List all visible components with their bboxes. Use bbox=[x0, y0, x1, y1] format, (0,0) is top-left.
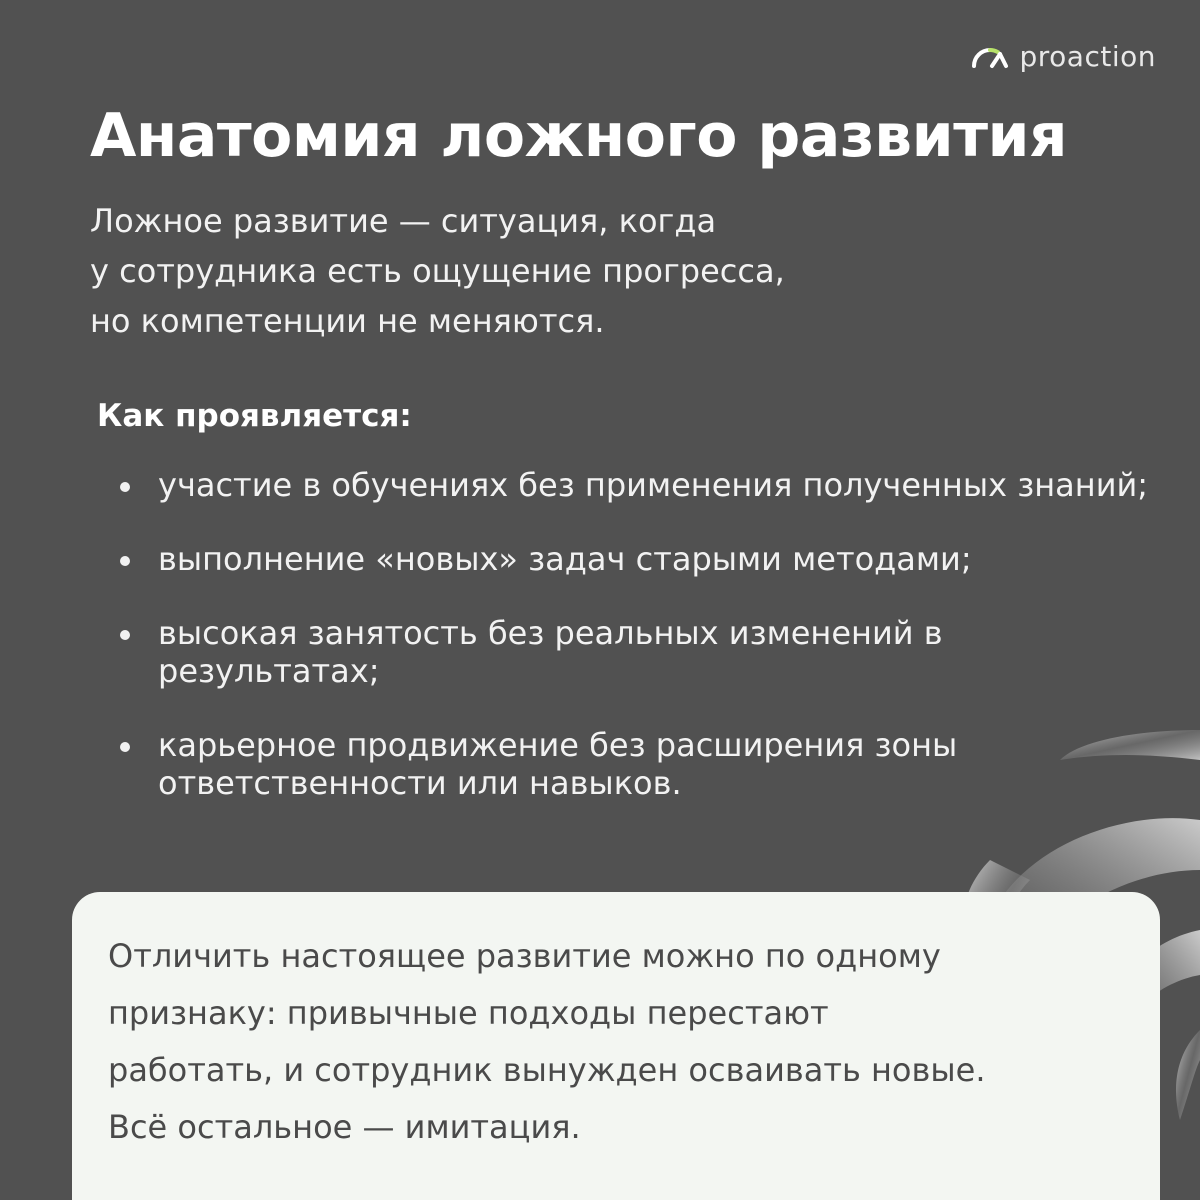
list-item-text: выполнение «новых» задач старыми методами; bbox=[158, 540, 972, 578]
bullet-dot-icon bbox=[120, 742, 130, 752]
intro-line: но компетенции не меняются. bbox=[90, 302, 605, 340]
bullet-dot-icon bbox=[120, 630, 130, 640]
conclusion-line: Отличить настоящее развитие можно по одному bbox=[108, 937, 941, 975]
bullet-dot-icon bbox=[120, 556, 130, 566]
conclusion-text bbox=[108, 928, 1138, 1156]
intro-line: у сотрудника есть ощущение прогресса, bbox=[90, 252, 785, 290]
intro-paragraph bbox=[90, 196, 990, 346]
conclusion-line: признаку: привычные подходы перестают bbox=[108, 994, 829, 1032]
brand-name: proaction bbox=[1019, 40, 1156, 73]
gauge-icon bbox=[970, 44, 1010, 70]
list-item bbox=[120, 466, 1160, 504]
conclusion-card bbox=[72, 892, 1160, 1200]
conclusion-line: работать, и сотрудник вынужден осваивать новые. bbox=[108, 1051, 986, 1089]
list-item-text: участие в обучениях без применения полученных знаний; bbox=[158, 466, 1149, 504]
list-item bbox=[120, 614, 1160, 690]
bullet-dot-icon bbox=[120, 482, 130, 492]
intro-line: Ложное развитие — ситуация, когда bbox=[90, 202, 717, 240]
conclusion-line: Всё остальное — имитация. bbox=[108, 1108, 581, 1146]
list-item-text: высокая занятость без реальных изменений в результатах; bbox=[158, 614, 943, 690]
section-heading: Как проявляется: bbox=[97, 398, 412, 434]
list-item bbox=[120, 540, 1160, 578]
page-title: Анатомия ложного развития bbox=[90, 101, 1068, 171]
list-item-text: карьерное продвижение без расширения зоны ответственности или навыков. bbox=[158, 726, 958, 802]
brand-logo bbox=[970, 40, 1157, 73]
